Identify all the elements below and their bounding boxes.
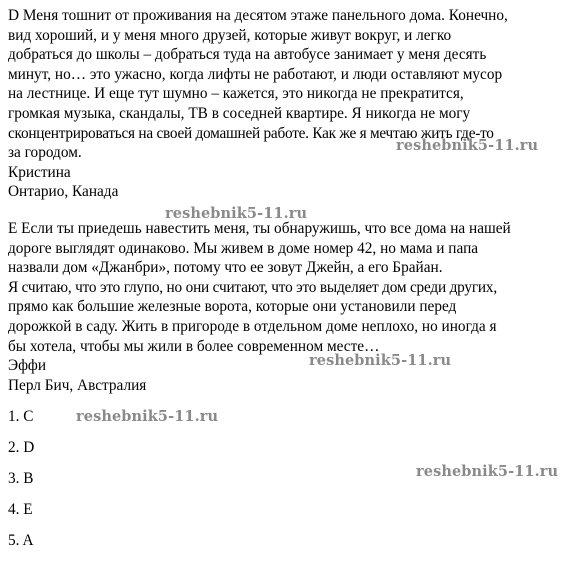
text-line: E Если ты приедешь навестить меня, ты обнаружишь, что все дома на нашей xyxy=(8,220,511,237)
watermark: reshebnik5-11.ru xyxy=(76,408,219,425)
text-line: громкая музыка, скандалы, ТВ в соседней квартире. Я никогда не могу xyxy=(8,104,471,122)
answer-item: 1. C xyxy=(8,408,34,425)
answer-item: 4. E xyxy=(8,501,33,518)
letter-d-author: Кристина xyxy=(8,163,71,181)
letter-e-location: Перл Бич, Австралия xyxy=(8,376,147,394)
text-line: дорожкой в саду. Жить в пригороде в отдельном доме неплохо, но иногда я xyxy=(8,317,497,335)
letter-d-location: Онтарио, Канада xyxy=(8,183,119,201)
text-line: на лестнице. И еще тут шумно – кажется, это никогда не прекратится, xyxy=(8,85,464,103)
text-line: D Меня тошнит от проживания на десятом этаже панельного дома. Конечно, xyxy=(8,7,508,24)
text-line: за городом. xyxy=(8,144,82,162)
text-line: назвали дом «Джанбри», потому что ее зовут Джейн, а его Брайан. xyxy=(8,259,443,277)
letter-e-paragraph xyxy=(8,219,580,395)
answer-item: 3. B xyxy=(8,470,34,487)
text-line: сконцентрироваться на своей домашней работе. Как же я мечтаю жить где-то xyxy=(8,124,494,142)
letter-d-paragraph xyxy=(8,6,580,202)
text-line: Я считаю, что это глупо, но они считают, что это выделяет дом среди других, xyxy=(8,278,497,296)
text-line: добраться до школы – добраться туда на автобусе занимает у меня десять xyxy=(8,46,487,64)
letter-e-author: Эффи xyxy=(8,357,47,375)
text-line: прямо как большие железные ворота, которые они установили перед xyxy=(8,298,457,316)
answer-item: 5. A xyxy=(8,532,34,549)
text-line: бы хотела, чтобы мы жили в более современном месте… xyxy=(8,337,380,355)
text-line: дороге выглядят одинаково. Мы живем в доме номер 42, но мама и папа xyxy=(8,239,479,257)
answer-item: 2. D xyxy=(8,439,35,456)
watermark: reshebnik5-11.ru xyxy=(396,137,539,154)
watermark: reshebnik5-11.ru xyxy=(309,352,452,369)
watermark: reshebnik5-11.ru xyxy=(416,463,559,480)
text-line: вид хороший, и у меня много друзей, которые живут вокруг, и легко xyxy=(8,26,452,44)
watermark: reshebnik5-11.ru xyxy=(165,205,308,222)
text-line: минут, но… это ужасно, когда лифты не работают, и люди оставляют мусор xyxy=(8,65,503,83)
